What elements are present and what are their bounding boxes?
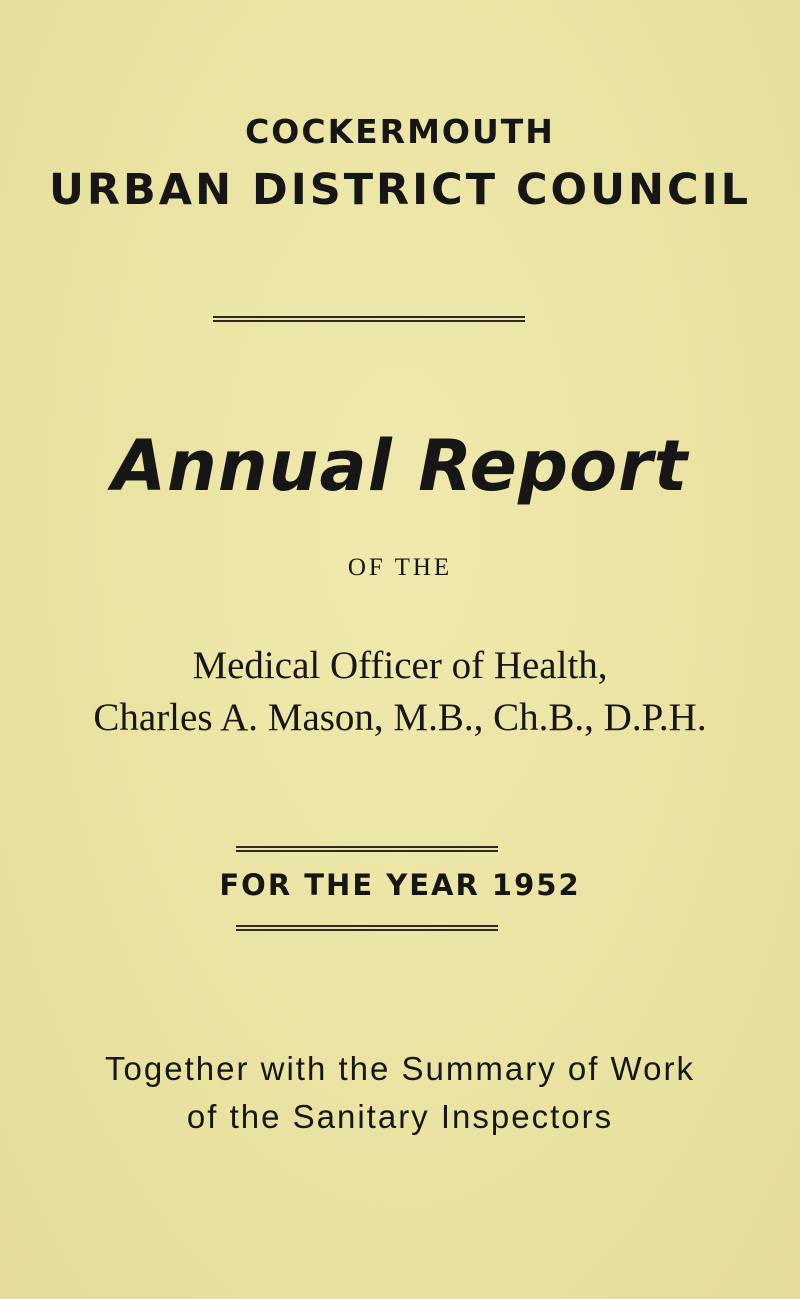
summary-line: Together with the Summary of Work [105,1050,695,1087]
officer-title: Medical Officer of Health, [192,644,608,687]
double-rule-divider [236,846,498,852]
double-rule-divider [236,925,498,931]
of-the-text: OF THE [347,554,453,581]
town-name: COCKERMOUTH [245,112,555,151]
council-name: URBAN DISTRICT COUNCIL [49,165,751,215]
report-year: FOR THE YEAR 1952 [219,868,581,902]
officer-name: Charles A. Mason, M.B., Ch.B., D.P.H. [93,696,707,739]
report-title: Annual Report [111,425,689,507]
double-rule-divider [213,316,525,322]
summary-line: of the Sanitary Inspectors [186,1098,614,1135]
